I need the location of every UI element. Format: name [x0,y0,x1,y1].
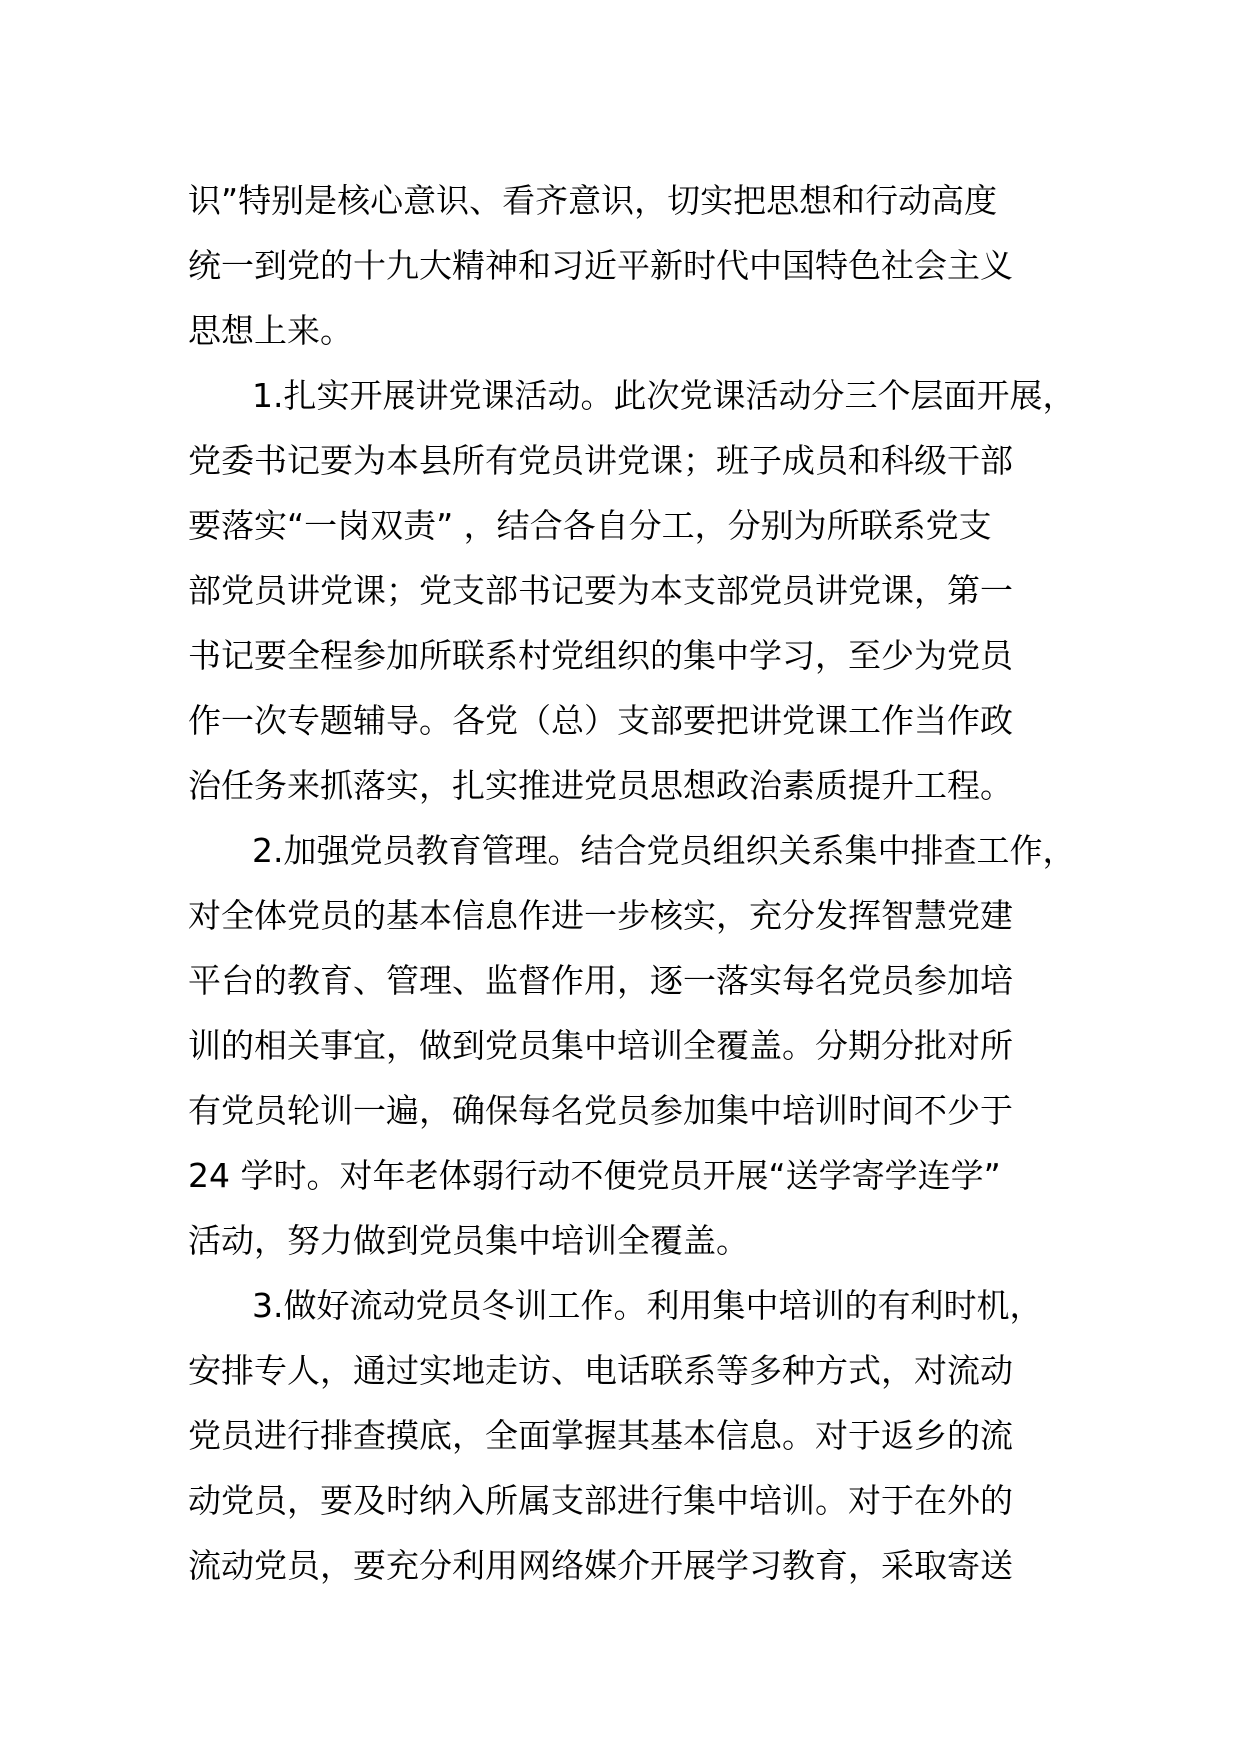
text-line: 24 学时。对年老体弱行动不便党员开展“送学寄学连学” [188,1156,1001,1195]
text-line: 活动，努力做到党员集中培训全覆盖。 [188,1221,749,1260]
paragraph-2-heading-line: 2.加强党员教育管理。结合党员组织关系集中排查工作， [252,831,1076,870]
text-line: 训的相关事宜，做到党员集中培训全覆盖。分期分批对所 [188,1026,1013,1065]
text-line: 思想上来。 [188,311,353,350]
body-text [188,168,1076,1598]
paragraph-3-heading-line: 3.做好流动党员冬训工作。利用集中培训的有利时机， [252,1286,1043,1325]
text-line: 部党员讲党课；党支部书记要为本支部党员讲党课，第一 [188,571,1013,610]
text-line: 动党员，要及时纳入所属支部进行集中培训。对于在外的 [188,1481,1013,1520]
text-line: 有党员轮训一遍，确保每名党员参加集中培训时间不少于 [188,1091,1013,1130]
text-line: 安排专人，通过实地走访、电话联系等多种方式，对流动 [188,1351,1013,1390]
text-line: 治任务来抓落实，扎实推进党员思想政治素质提升工程。 [188,766,1013,805]
text-line: 要落实“一岗双责” ，结合各自分工，分别为所联系党支 [188,506,992,545]
text-line: 统一到党的十九大精神和习近平新时代中国特色社会主义 [188,246,1013,285]
text-line: 党委书记要为本县所有党员讲党课；班子成员和科级干部 [188,441,1013,480]
paragraph-1-heading-line: 1.扎实开展讲党课活动。此次党课活动分三个层面开展， [252,376,1076,415]
text-line: 党员进行排查摸底，全面掌握其基本信息。对于返乡的流 [188,1416,1013,1455]
text-line: 流动党员，要充分利用网络媒介开展学习教育，采取寄送 [188,1546,1013,1585]
text-line: 识”特别是核心意识、看齐意识，切实把思想和行动高度 [188,181,998,220]
text-line: 对全体党员的基本信息作进一步核实，充分发挥智慧党建 [188,896,1013,935]
text-line: 书记要全程参加所联系村党组织的集中学习，至少为党员 [188,636,1013,675]
text-line: 作一次专题辅导。各党（总）支部要把讲党课工作当作政 [188,701,1013,740]
text-line: 平台的教育、管理、监督作用，逐一落实每名党员参加培 [188,961,1013,1000]
